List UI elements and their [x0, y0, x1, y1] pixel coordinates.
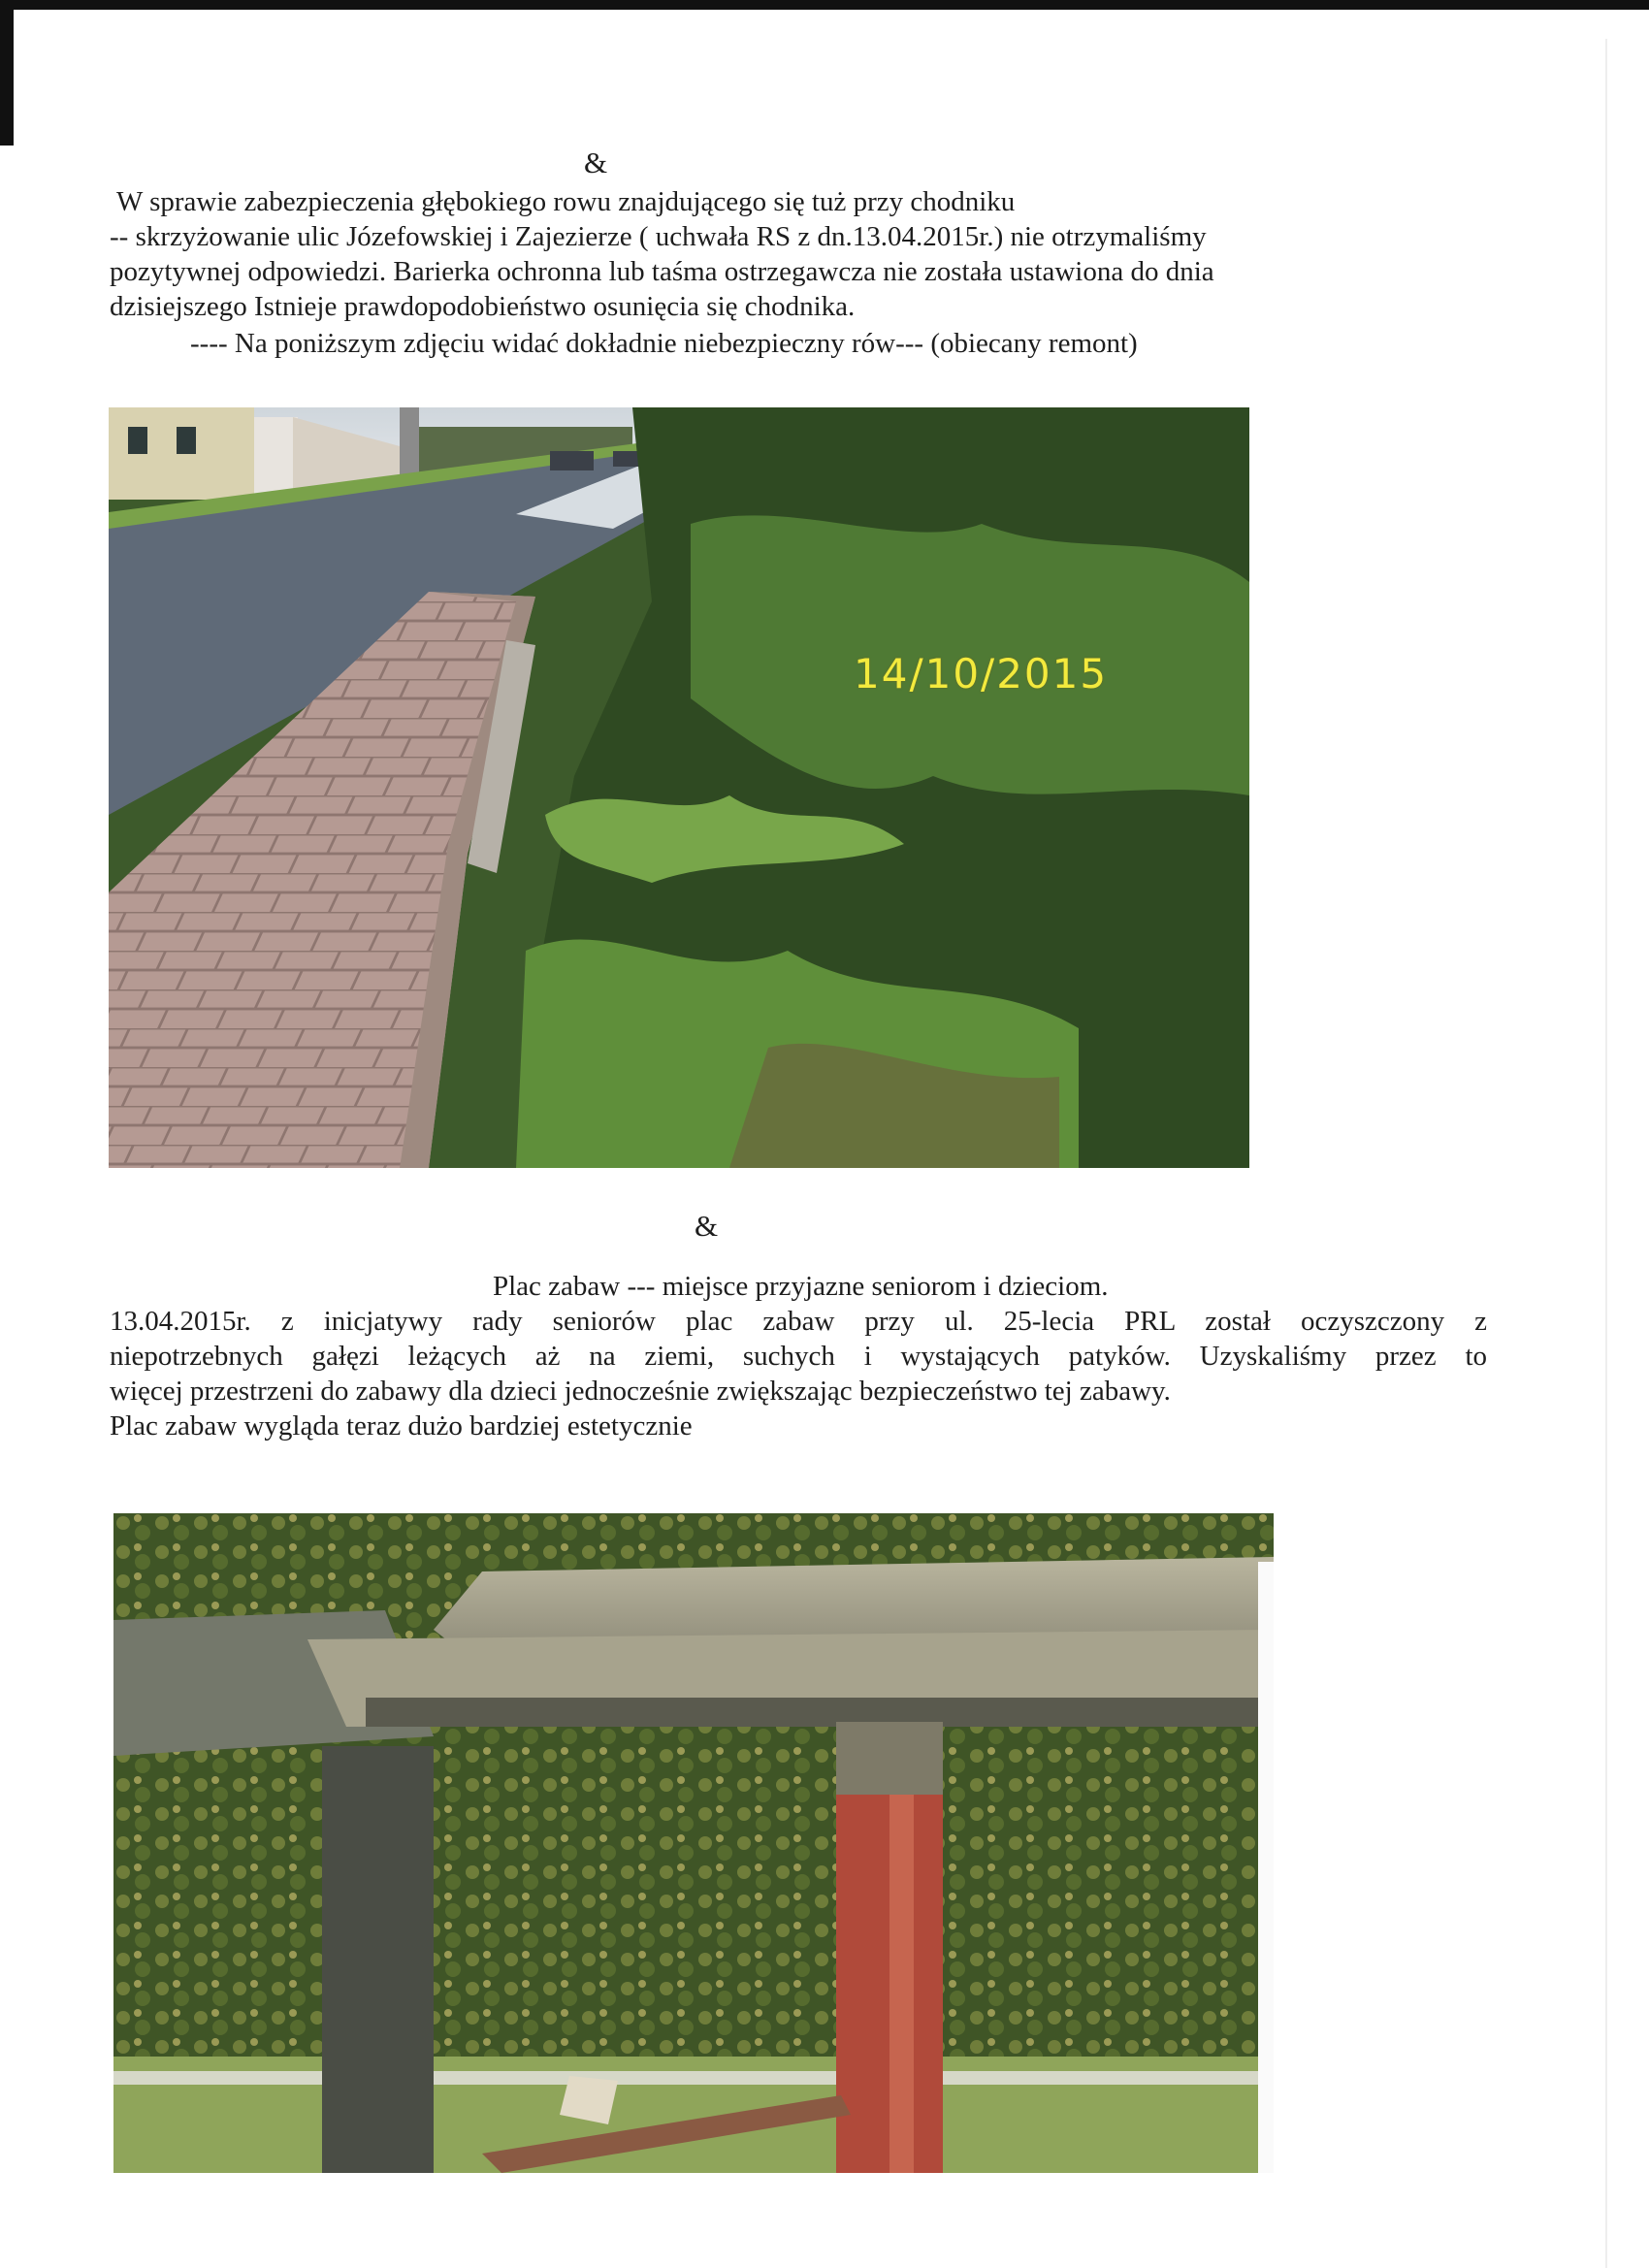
photo-date-stamp: 14/10/2015	[854, 650, 1109, 697]
ampersand-separator: &	[584, 146, 608, 179]
scan-border-top	[0, 0, 1649, 10]
paragraph-line: -- skrzyżowanie ulic Józefowskiej i Zajezierze ( uchwała RS z dn.13.04.2015r.) nie otrzymaliśmy	[110, 221, 1207, 252]
paragraph-line: ---- Na poniższym zdjęciu widać dokładnie niebezpieczny rów--- (obiecany remont)	[190, 328, 1138, 359]
ampersand-separator: &	[695, 1209, 719, 1243]
paragraph-line: dzisiejszego Istnieje prawdopodobieństwo osunięcia się chodnika.	[110, 291, 856, 322]
paragraph-line: więcej przestrzeni do zabawy dla dzieci jednocześnie zwiększając bezpieczeństwo tej zabawy.	[110, 1376, 1171, 1407]
scan-border-left	[0, 0, 14, 146]
playground-photo	[113, 1513, 1274, 2173]
paragraph-line: pozytywnej odpowiedzi. Barierka ochronna lub taśma ostrzegawcza nie została ustawiona do dnia	[110, 256, 1214, 287]
paragraph-line: W sprawie zabezpieczenia głębokiego rowu znajdującego się tuż przy chodniku	[116, 186, 1016, 217]
paragraph-line: Plac zabaw wygląda teraz dużo bardziej estetycznie	[110, 1410, 693, 1442]
section-heading: Plac zabaw --- miejsce przyjazne seniorom i dzieciom.	[493, 1271, 1109, 1302]
scan-border-right	[1605, 39, 1607, 2268]
paragraph-line: 13.04.2015r. z inicjatywy rady seniorów plac zabaw przy ul. 25-lecia PRL został oczyszczony z	[110, 1306, 1487, 1337]
paragraph-line: niepotrzebnych gałęzi leżących aż na ziemi, suchych i wystających patyków. Uzyskaliśmy przez to	[110, 1341, 1487, 1372]
ditch-photo	[109, 407, 1249, 1168]
